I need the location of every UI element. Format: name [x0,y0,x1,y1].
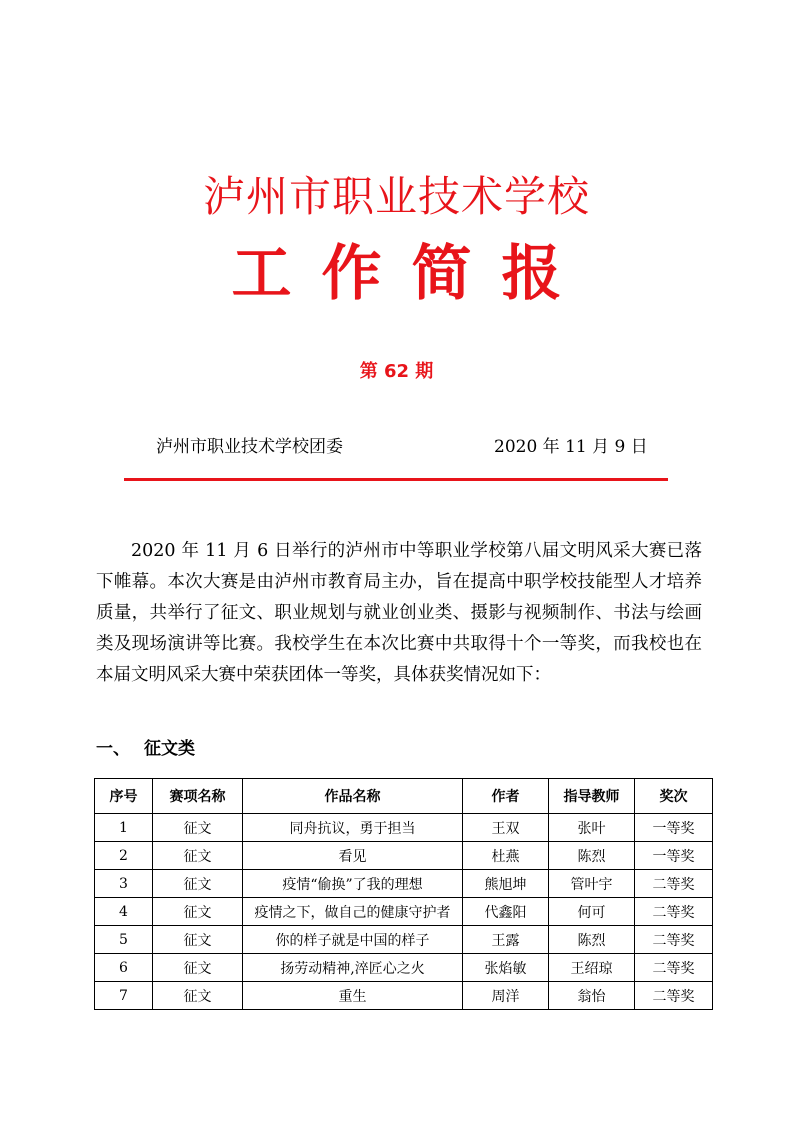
cell-teacher: 何可 [549,898,635,926]
cell-index: 4 [95,898,153,926]
section-title: 征文类 [144,739,195,759]
cell-event: 征文 [153,842,243,870]
cell-teacher: 陈烈 [549,926,635,954]
cell-index: 6 [95,954,153,982]
table-row [95,898,713,926]
header-teacher: 指导教师 [549,779,635,814]
cell-event: 征文 [153,954,243,982]
cell-event: 征文 [153,982,243,1010]
intro-paragraph: 2020 年 11 月 6 日举行的泸州市中等职业学校第八届文明风采大赛已落下帷幕。本次大赛是由泸州市教育局主办，旨在提高中职学校技能型人才培养质量，共举行了征文、职业规划与就业创业类、摄影与视频制作、书法与绘画类及现场演讲等比赛。我校学生在本次比赛中共取得十个一等奖，而我校也在本届文明风采大赛中荣获团体一等奖，具体获奖情况如下： [96,541,702,685]
header-author: 作者 [463,779,549,814]
org-title: 泸州市职业技术学校 [202,172,590,221]
cell-event: 征文 [153,926,243,954]
header-divider [124,478,668,481]
cell-teacher: 陈烈 [549,842,635,870]
cell-author: 杜燕 [463,842,549,870]
table-row [95,926,713,954]
header-index: 序号 [95,779,153,814]
cell-award: 二等奖 [635,982,713,1010]
cell-author: 王双 [463,814,549,842]
issue-number: 第 62 期 [359,361,434,382]
cell-author: 周洋 [463,982,549,1010]
cell-index: 3 [95,870,153,898]
cell-teacher: 张叶 [549,814,635,842]
cell-work: 同舟抗议，勇于担当 [243,814,463,842]
cell-event: 征文 [153,870,243,898]
cell-award: 二等奖 [635,898,713,926]
table-row [95,814,713,842]
cell-work: 疫情“偷换”了我的理想 [243,870,463,898]
cell-teacher: 翁怡 [549,982,635,1010]
section-heading [96,734,195,759]
cell-index: 7 [95,982,153,1010]
cell-author: 王露 [463,926,549,954]
cell-index: 5 [95,926,153,954]
header-work: 作品名称 [243,779,463,814]
cell-award: 二等奖 [635,954,713,982]
header-event: 赛项名称 [153,779,243,814]
publish-date: 2020 年 11 月 9 日 [494,437,648,457]
cell-event: 征文 [153,814,243,842]
table-row [95,982,713,1010]
issuer: 泸州市职业技术学校团委 [156,437,343,457]
table-row [95,870,713,898]
cell-author: 代鑫阳 [463,898,549,926]
awards-table [94,778,713,1010]
table-row [95,842,713,870]
table-row [95,954,713,982]
header-award: 奖次 [635,779,713,814]
cell-index: 2 [95,842,153,870]
cell-work: 扬劳动精神,淬匠心之火 [243,954,463,982]
cell-work: 重生 [243,982,463,1010]
cell-work: 你的样子就是中国的样子 [243,926,463,954]
table-header-row [95,779,713,814]
cell-award: 一等奖 [635,842,713,870]
cell-award: 一等奖 [635,814,713,842]
cell-author: 张焰敏 [463,954,549,982]
cell-award: 二等奖 [635,870,713,898]
cell-author: 熊旭坤 [463,870,549,898]
section-number: 一、 [96,739,130,759]
cell-index: 1 [95,814,153,842]
cell-work: 看见 [243,842,463,870]
cell-award: 二等奖 [635,926,713,954]
cell-work: 疫情之下，做自己的健康守护者 [243,898,463,926]
cell-event: 征文 [153,898,243,926]
document-title: 工作简报 [231,239,592,309]
cell-teacher: 管叶宇 [549,870,635,898]
cell-teacher: 王绍琼 [549,954,635,982]
